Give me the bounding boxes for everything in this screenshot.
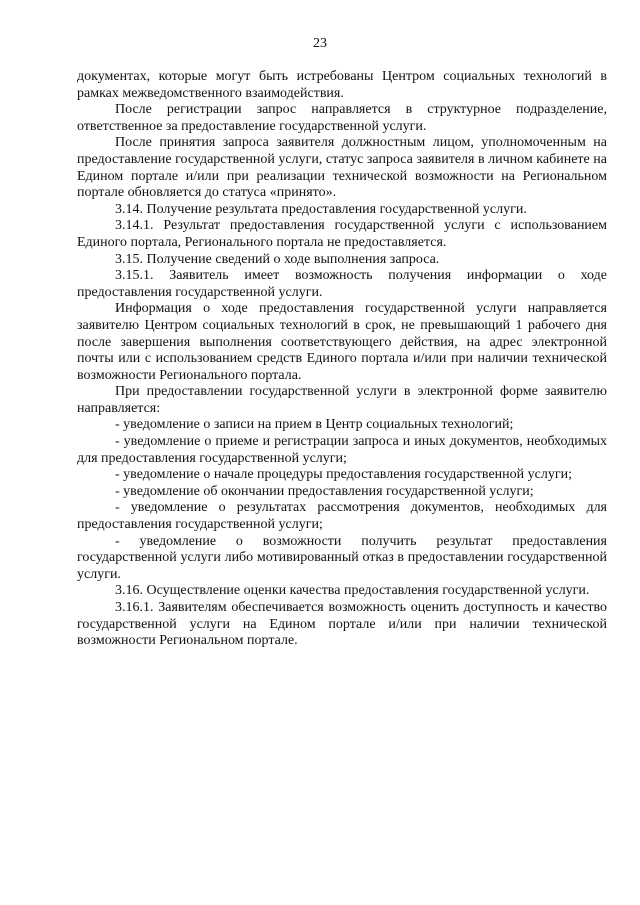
paragraph: Информация о ходе предоставления государственной услуги направляется заявителю Центром социальных технологий в срок, не превышающий 1 рабочего дня после завершения выполнения соответствующего действия, на адрес электронной почты или с использованием средств Единого портала и/или при наличии технической возможности Регионального портала.: [77, 301, 607, 383]
paragraph: 3.14.1. Результат предоставления государственной услуги с использованием Единого портала, Регионального портала не предоставляется.: [77, 218, 607, 250]
section-heading: 3.16. Осуществление оценки качества предоставления государственной услуги.: [115, 583, 590, 599]
page-number: 23: [313, 36, 327, 51]
section-heading: 3.15. Получение сведений о ходе выполнения запроса.: [115, 251, 440, 267]
list-item: - уведомление о результатах рассмотрения документов, необходимых для предоставления государственной услуги;: [77, 500, 607, 533]
list-item: - уведомление о приеме и регистрации запроса и иных документов, необходимых для предоставления государственной услуги;: [77, 434, 607, 466]
list-item: - уведомление о начале процедуры предоставления государственной услуги;: [115, 467, 572, 483]
document-body: [77, 69, 607, 650]
paragraph: После регистрации запрос направляется в структурное подразделение, ответственное за предоставление государственной услуги.: [77, 102, 607, 134]
section-heading: 3.14. Получение результата предоставления государственной услуги.: [115, 201, 527, 217]
paragraph: 3.16.1. Заявителям обеспечивается возможность оценить доступность и качество государственной услуги на Едином портале и/или при наличии технической возможности Региональном портале.: [77, 600, 607, 649]
list-item: - уведомление о возможности получить результат предоставления государственной услуги либо мотивированный отказ в предоставлении государственной услуги.: [77, 533, 607, 582]
paragraph: После принятия запроса заявителя должностным лицом, уполномоченным на предоставление государственной услуги, статус запроса заявителя в личном кабинете на Едином портале и/или при реализации технической возможности на Региональном портале обновляется до статуса «принято».: [77, 135, 607, 201]
paragraph: 3.15.1. Заявитель имеет возможность получения информации о ходе предоставления государственной услуги.: [77, 268, 607, 300]
paragraph-continuation: документах, которые могут быть истребованы Центром социальных технологий в рамках межведомственного взаимодействия.: [77, 69, 607, 101]
paragraph: При предоставлении государственной услуги в электронной форме заявителю направляется:: [77, 384, 607, 416]
list-item: - уведомление об окончании предоставления государственной услуги;: [115, 483, 534, 499]
list-item: - уведомление о записи на прием в Центр социальных технологий;: [115, 417, 514, 433]
